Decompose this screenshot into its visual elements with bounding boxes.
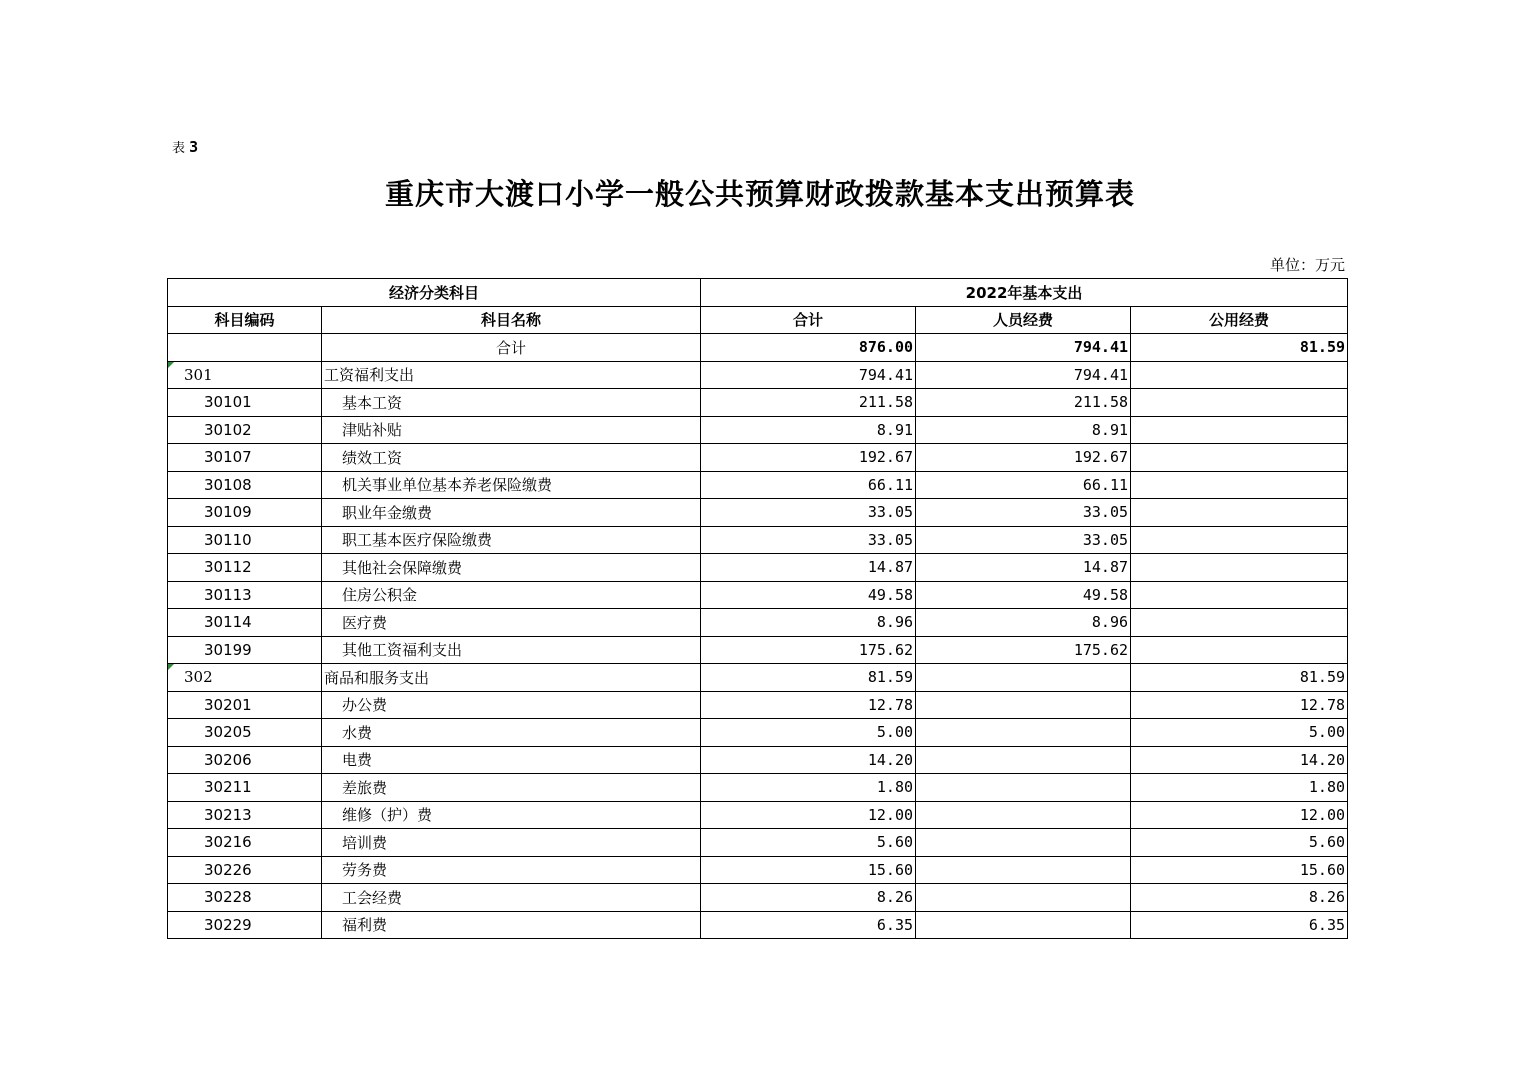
row-name: 基本工资 [322, 389, 701, 417]
row-total: 192.67 [701, 444, 916, 472]
row-public: 12.78 [1131, 691, 1348, 719]
header-economic-classification: 经济分类科目 [168, 279, 701, 307]
row-name: 差旅费 [322, 774, 701, 802]
row-personnel [916, 719, 1131, 747]
row-public: 5.60 [1131, 829, 1348, 857]
header-subject-code: 科目编码 [168, 306, 322, 334]
row-code: 30213 [168, 801, 322, 829]
row-personnel: 175.62 [916, 636, 1131, 664]
row-personnel: 8.91 [916, 416, 1131, 444]
row-code: 30108 [168, 471, 322, 499]
row-personnel: 14.87 [916, 554, 1131, 582]
row-name: 其他社会保障缴费 [322, 554, 701, 582]
row-total: 14.87 [701, 554, 916, 582]
row-total: 211.58 [701, 389, 916, 417]
table-row [168, 636, 1348, 664]
row-personnel [916, 664, 1131, 692]
table-row [168, 389, 1348, 417]
row-code: 30112 [168, 554, 322, 582]
row-code: 30101 [168, 389, 322, 417]
row-total: 12.00 [701, 801, 916, 829]
row-personnel [916, 884, 1131, 912]
row-public: 6.35 [1131, 911, 1348, 939]
header-column-row [168, 306, 1348, 334]
row-name: 职工基本医疗保险缴费 [322, 526, 701, 554]
table-row [168, 801, 1348, 829]
table-row [168, 444, 1348, 472]
row-public: 1.80 [1131, 774, 1348, 802]
row-public [1131, 416, 1348, 444]
row-total: 6.35 [701, 911, 916, 939]
row-code: 30229 [168, 911, 322, 939]
row-code: 30211 [168, 774, 322, 802]
row-public [1131, 609, 1348, 637]
table-row [168, 554, 1348, 582]
table-row [168, 361, 1348, 389]
row-total: 81.59 [701, 664, 916, 692]
row-code: 30216 [168, 829, 322, 857]
row-public [1131, 389, 1348, 417]
row-total: 175.62 [701, 636, 916, 664]
row-total: 14.20 [701, 746, 916, 774]
row-name: 机关事业单位基本养老保险缴费 [322, 471, 701, 499]
row-code: 30107 [168, 444, 322, 472]
row-total: 794.41 [701, 361, 916, 389]
row-name: 医疗费 [322, 609, 701, 637]
table-row [168, 664, 1348, 692]
row-code: 30113 [168, 581, 322, 609]
table-row [168, 471, 1348, 499]
row-public: 15.60 [1131, 856, 1348, 884]
row-name: 住房公积金 [322, 581, 701, 609]
row-personnel: 66.11 [916, 471, 1131, 499]
total-row [168, 334, 1348, 362]
row-code: 301 [168, 361, 322, 389]
table-number-prefix: 表 [172, 141, 186, 156]
row-code: 30205 [168, 719, 322, 747]
header-subject-name: 科目名称 [322, 306, 701, 334]
row-total: 33.05 [701, 526, 916, 554]
row-code: 30226 [168, 856, 322, 884]
row-name: 福利费 [322, 911, 701, 939]
total-row-code [168, 334, 322, 362]
row-total: 33.05 [701, 499, 916, 527]
row-personnel [916, 829, 1131, 857]
budget-table [167, 278, 1348, 939]
row-personnel [916, 911, 1131, 939]
table-row [168, 499, 1348, 527]
row-total: 66.11 [701, 471, 916, 499]
table-row [168, 691, 1348, 719]
row-personnel [916, 774, 1131, 802]
total-row-public: 81.59 [1131, 334, 1348, 362]
row-personnel: 49.58 [916, 581, 1131, 609]
header-group-row [168, 279, 1348, 307]
row-name: 工资福利支出 [322, 361, 701, 389]
row-code: 30228 [168, 884, 322, 912]
table-row [168, 526, 1348, 554]
row-name: 水费 [322, 719, 701, 747]
cell-comment-marker-icon [168, 664, 174, 670]
table-row [168, 911, 1348, 939]
row-personnel: 33.05 [916, 499, 1131, 527]
row-public [1131, 526, 1348, 554]
table-row [168, 581, 1348, 609]
row-total: 8.26 [701, 884, 916, 912]
row-total: 49.58 [701, 581, 916, 609]
row-code: 302 [168, 664, 322, 692]
row-personnel [916, 746, 1131, 774]
row-code: 30201 [168, 691, 322, 719]
row-name: 其他工资福利支出 [322, 636, 701, 664]
row-code: 30199 [168, 636, 322, 664]
row-personnel: 192.67 [916, 444, 1131, 472]
row-name: 电费 [322, 746, 701, 774]
row-personnel [916, 691, 1131, 719]
row-public [1131, 636, 1348, 664]
row-public [1131, 444, 1348, 472]
row-personnel: 8.96 [916, 609, 1131, 637]
row-name: 津贴补贴 [322, 416, 701, 444]
page-title: 重庆市大渡口小学一般公共预算财政拨款基本支出预算表 [384, 177, 1135, 211]
row-public [1131, 471, 1348, 499]
header-total: 合计 [701, 306, 916, 334]
row-public [1131, 554, 1348, 582]
row-public: 12.00 [1131, 801, 1348, 829]
table-row [168, 416, 1348, 444]
header-basic-expenditure-2022: 2022年基本支出 [701, 279, 1348, 307]
row-total: 8.91 [701, 416, 916, 444]
table-row [168, 719, 1348, 747]
table-number-label [172, 137, 198, 156]
row-code: 30206 [168, 746, 322, 774]
row-public: 8.26 [1131, 884, 1348, 912]
total-row-name: 合计 [322, 334, 701, 362]
table-row [168, 884, 1348, 912]
table-row [168, 609, 1348, 637]
unit-label: 单位：万元 [1269, 256, 1345, 274]
row-public: 14.20 [1131, 746, 1348, 774]
row-name: 培训费 [322, 829, 701, 857]
table-row [168, 856, 1348, 884]
row-code: 30114 [168, 609, 322, 637]
row-personnel: 211.58 [916, 389, 1131, 417]
row-name: 职业年金缴费 [322, 499, 701, 527]
row-name: 维修（护）费 [322, 801, 701, 829]
table-row [168, 774, 1348, 802]
row-public [1131, 361, 1348, 389]
row-personnel: 794.41 [916, 361, 1131, 389]
header-public-expenses: 公用经费 [1131, 306, 1348, 334]
row-public: 81.59 [1131, 664, 1348, 692]
row-name: 办公费 [322, 691, 701, 719]
row-total: 5.60 [701, 829, 916, 857]
total-row-personnel: 794.41 [916, 334, 1131, 362]
row-code: 30109 [168, 499, 322, 527]
row-name: 商品和服务支出 [322, 664, 701, 692]
row-public [1131, 499, 1348, 527]
total-row-total: 876.00 [701, 334, 916, 362]
row-total: 5.00 [701, 719, 916, 747]
row-total: 1.80 [701, 774, 916, 802]
row-personnel: 33.05 [916, 526, 1131, 554]
row-personnel [916, 856, 1131, 884]
table-row [168, 746, 1348, 774]
header-personnel-expenses: 人员经费 [916, 306, 1131, 334]
table-number-value: 3 [189, 138, 199, 156]
row-total: 15.60 [701, 856, 916, 884]
row-total: 12.78 [701, 691, 916, 719]
row-public: 5.00 [1131, 719, 1348, 747]
row-personnel [916, 801, 1131, 829]
row-name: 绩效工资 [322, 444, 701, 472]
cell-comment-marker-icon [168, 362, 174, 368]
row-code: 30110 [168, 526, 322, 554]
row-total: 8.96 [701, 609, 916, 637]
row-name: 劳务费 [322, 856, 701, 884]
row-name: 工会经费 [322, 884, 701, 912]
row-public [1131, 581, 1348, 609]
table-row [168, 829, 1348, 857]
row-code: 30102 [168, 416, 322, 444]
